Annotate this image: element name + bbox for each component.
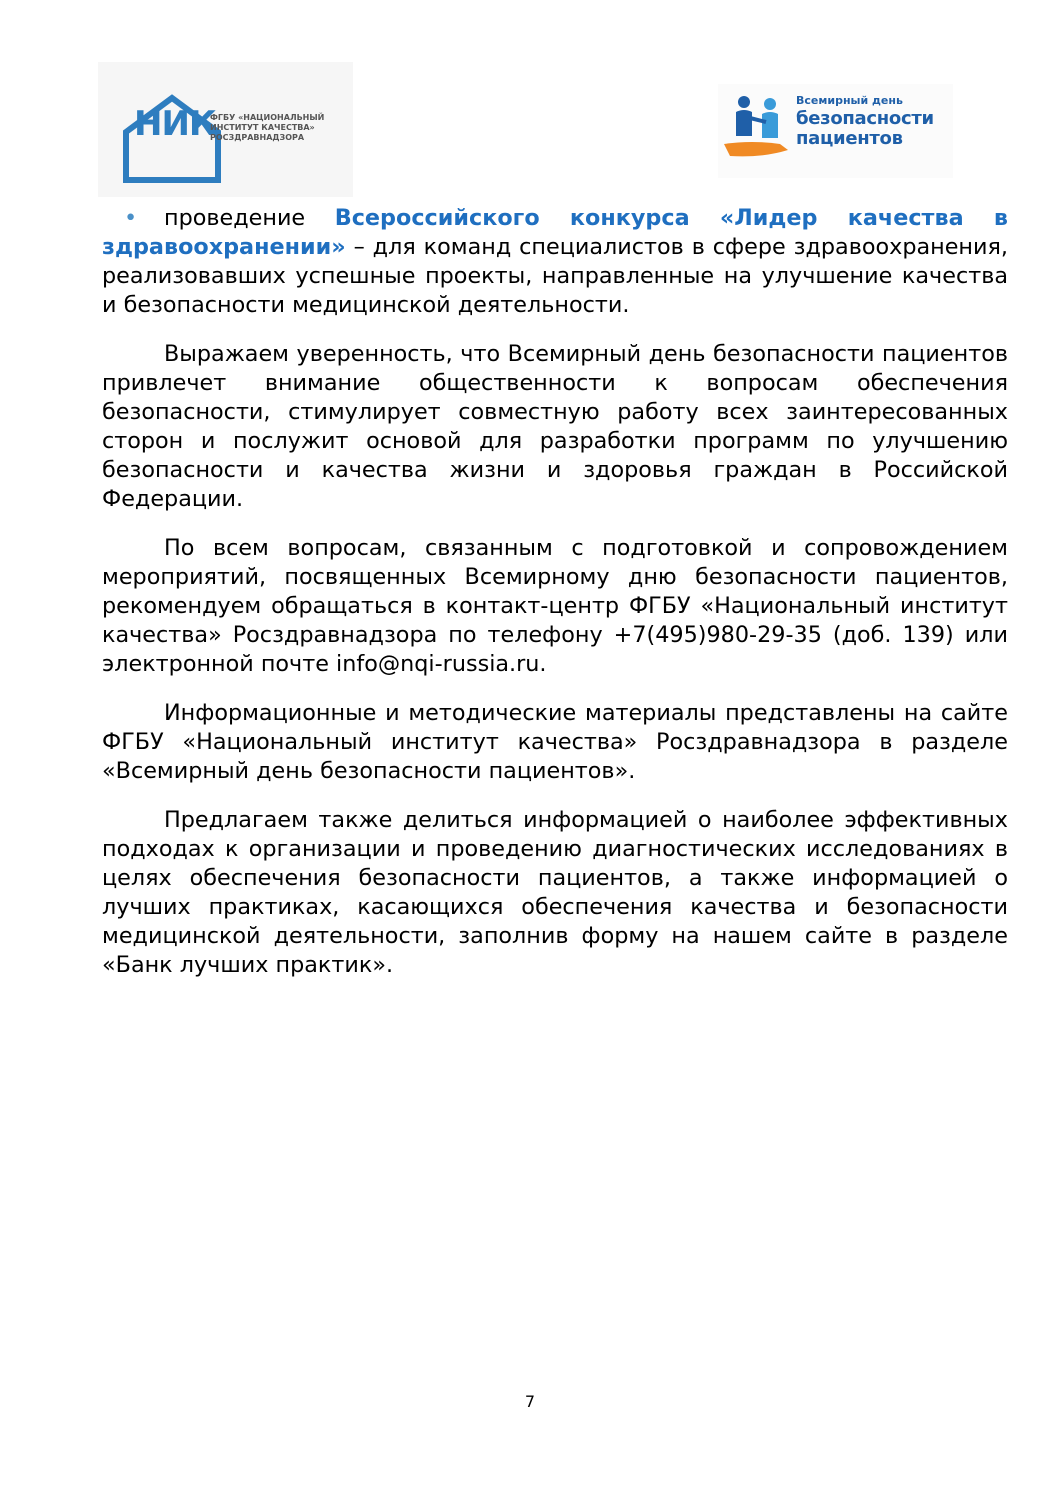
- nik-logo: [98, 62, 353, 197]
- logo-line-world-day: Всемирный день: [796, 94, 903, 107]
- contest-name-highlight: Всероссийского конкурса «Лидер качества в здравоохранении»: [102, 205, 1008, 260]
- paragraph-contacts: По всем вопросам, связанным с подготовкой и сопровождением мероприятий, посвященных Всемирному дню безопасности пациентов, рекомендуем обращаться в контакт-центр ФГБУ «Национальный институт качества» Росздравнадзора по телефону +7(495)980-29-35 (доб. 139) или электронной почте info@nqi-russia.ru.: [102, 535, 1008, 677]
- page-number: 7: [524, 1392, 536, 1411]
- bullet-rest-text: – для команд специалистов в сфере здравоохранения, реализовавших успешные проекты, направленные на улучшение качества и безопасности медицинской деятельности.: [102, 234, 1008, 318]
- people-hands-icon: [722, 94, 794, 166]
- paragraph-materials: Информационные и методические материалы представлены на сайте ФГБУ «Национальный институт качества» Росздравнадзора в разделе «Всемирный день безопасности пациентов».: [102, 700, 1008, 784]
- nik-logo-title: НИК: [134, 104, 216, 144]
- logo-line-safety: безопасности: [796, 108, 934, 129]
- patient-safety-day-logo: [718, 84, 953, 178]
- nik-logo-line-3: РОСЗДРАВНАДЗОРА: [210, 133, 305, 142]
- bullet-item-contest: [102, 204, 1008, 320]
- bullet-lead-text: проведение: [164, 205, 335, 231]
- paragraph-confidence: Выражаем уверенность, что Всемирный день безопасности пациентов привлечет внимание общественности к вопросам обеспечения безопасности, стимулирует совместную работу всех заинтересованных сторон и послужит основой для разработки программ по улучшению безопасности и качества жизни и здоровья граждан в Российской Федерации.: [102, 341, 1008, 512]
- logo-line-patients: пациентов: [796, 128, 903, 149]
- paragraph-best-practices: Предлагаем также делиться информацией о наиболее эффективных подходах к организации и проведению диагностических исследованиях в целях обеспечения безопасности пациентов, а также информацией о лучших практиках, касающихся обеспечения качества и безопасности медицинской деятельности, заполнив форму на нашем сайте в разделе «Банк лучших практик».: [102, 807, 1008, 978]
- document-body: [102, 204, 1008, 1000]
- bullet-marker: •: [124, 205, 138, 231]
- nik-logo-line-1: ФГБУ «НАЦИОНАЛЬНЫЙ: [210, 113, 325, 122]
- nik-logo-line-2: ИНСТИТУТ КАЧЕСТВА»: [210, 123, 315, 132]
